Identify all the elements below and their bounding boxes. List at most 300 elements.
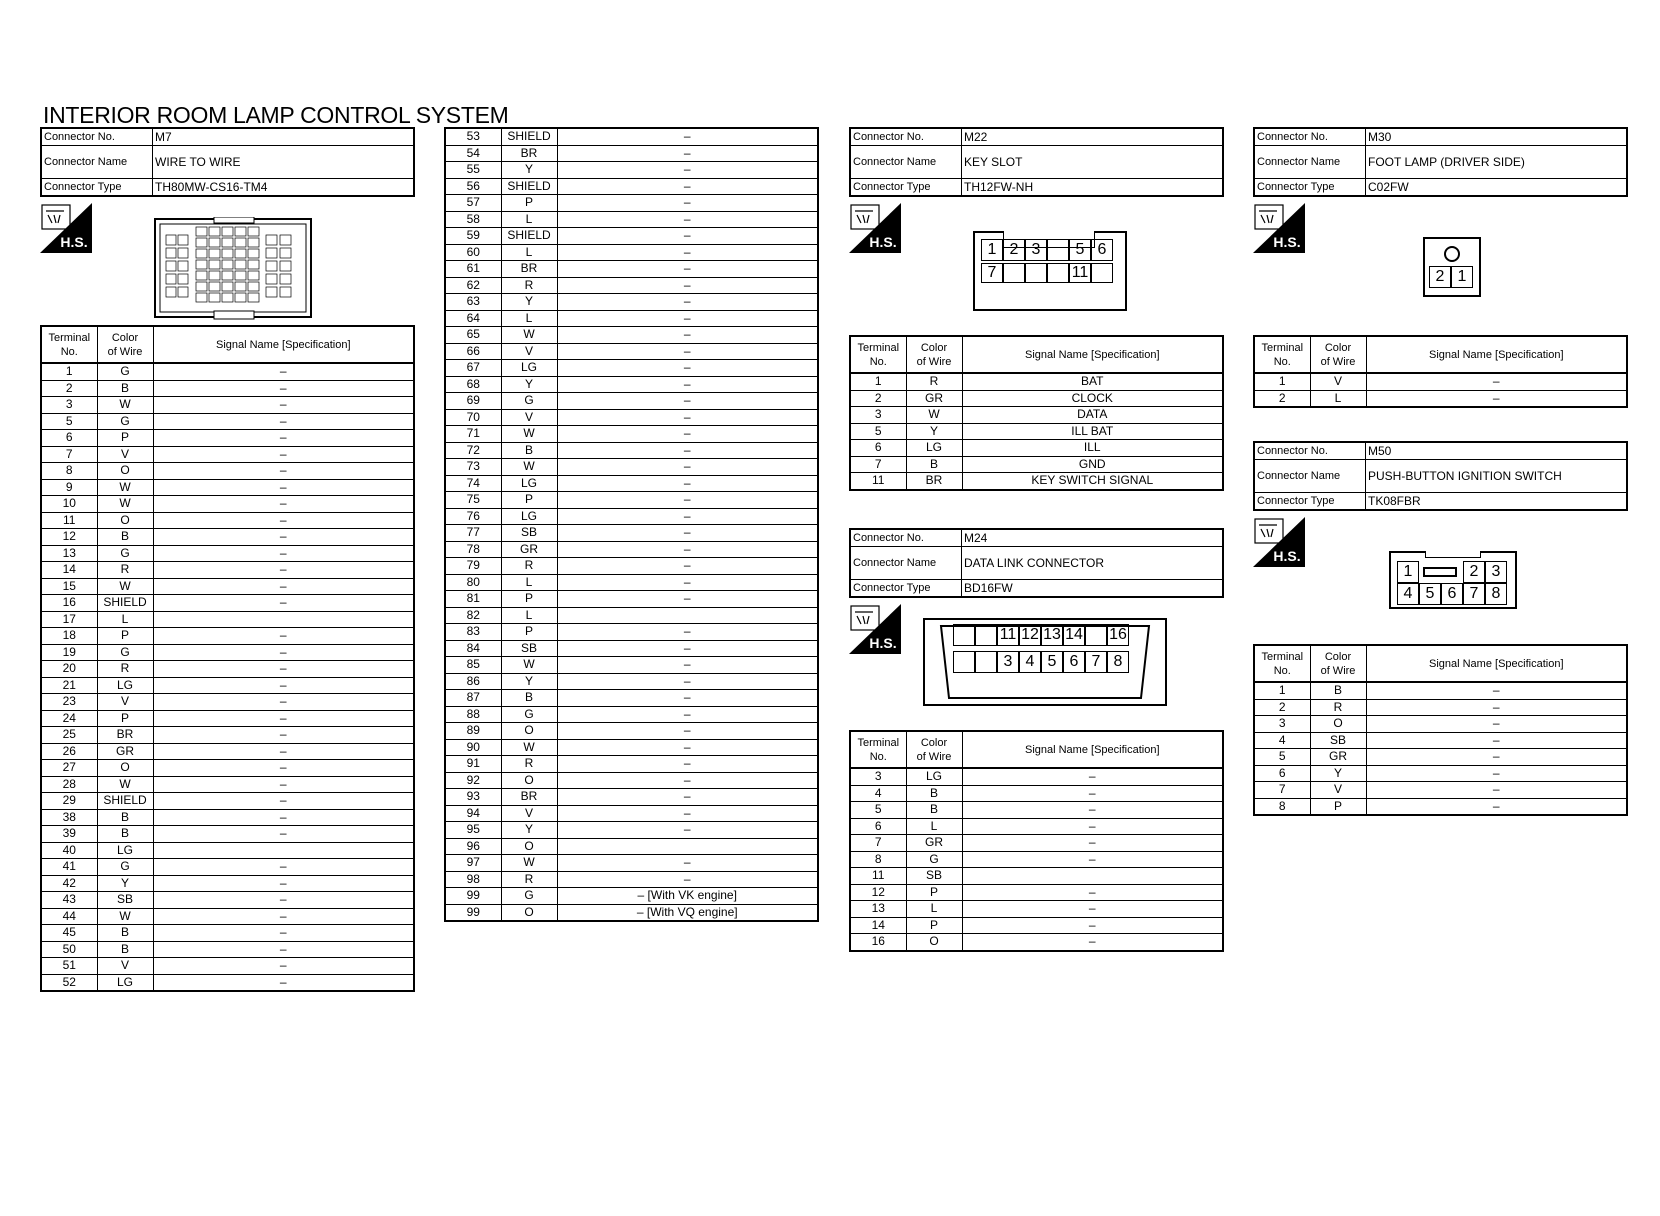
signal-name-cell: – [557, 805, 818, 822]
wire-color-cell: P [97, 710, 153, 727]
signal-name-cell: – [153, 677, 414, 694]
signal-name-cell: – [557, 657, 818, 674]
table-row [445, 393, 818, 410]
pin-cavity: 6 [1091, 239, 1113, 261]
signal-name-cell: – [557, 211, 818, 228]
terminal-no-cell: 66 [445, 343, 501, 360]
terminal-no-cell: 60 [445, 244, 501, 261]
table-row [445, 607, 818, 624]
signal-name-cell: – [153, 809, 414, 826]
pin-cavity: 7 [1463, 583, 1485, 605]
header-terminal-no: Terminal No. [41, 326, 97, 363]
label-connector-name: Connector Name [1254, 146, 1366, 179]
svg-text:H.S.: H.S. [869, 234, 897, 250]
header-color-of-wire: Color of Wire [1310, 645, 1366, 682]
header-signal-name: Signal Name [Specification] [962, 731, 1223, 768]
connector-m7-continued [444, 127, 819, 922]
wire-color-cell: Y [501, 376, 557, 393]
table-row [1254, 798, 1627, 815]
wire-color-cell: G [97, 859, 153, 876]
wire-color-cell: B [97, 941, 153, 958]
signal-name-cell: – [557, 690, 818, 707]
signal-name-cell: – [557, 574, 818, 591]
table-row [850, 934, 1223, 951]
signal-name-cell: – [557, 822, 818, 839]
table-row [445, 310, 818, 327]
pin-cavity: 12 [1019, 624, 1041, 646]
wire-color-cell: W [501, 657, 557, 674]
connector-m30 [1253, 127, 1628, 408]
terminal-no-cell: 57 [445, 195, 501, 212]
wire-color-cell: L [501, 211, 557, 228]
wire-color-cell: B [97, 809, 153, 826]
signal-name-cell: – [153, 710, 414, 727]
wire-color-cell: R [97, 562, 153, 579]
terminal-no-cell: 64 [445, 310, 501, 327]
signal-name-cell: – [557, 442, 818, 459]
wire-color-cell: BR [501, 789, 557, 806]
table-row [850, 407, 1223, 424]
signal-name-cell: – [557, 426, 818, 443]
signal-name-cell: – [153, 727, 414, 744]
table-row [850, 917, 1223, 934]
signal-name-cell: KEY SWITCH SIGNAL [962, 473, 1223, 490]
header-terminal-no: Terminal No. [1254, 645, 1310, 682]
pin-cavity: 1 [981, 239, 1003, 261]
signal-name-cell: – [1366, 749, 1627, 766]
wire-color-cell: O [97, 512, 153, 529]
terminal-no-cell: 7 [1254, 782, 1310, 799]
wire-color-cell: LG [501, 360, 557, 377]
table-row [850, 390, 1223, 407]
pin-cavity: 6 [1063, 651, 1085, 673]
pin-cavity: 3 [1025, 239, 1047, 261]
table-row [850, 851, 1223, 868]
label-connector-no: Connector No. [1254, 128, 1366, 146]
wire-color-cell: SB [906, 868, 962, 885]
signal-name-cell: – [1366, 373, 1627, 390]
signal-name-cell: – [153, 479, 414, 496]
signal-name-cell: – [557, 343, 818, 360]
wire-color-cell: R [501, 277, 557, 294]
signal-name-cell: – [557, 376, 818, 393]
table-row [445, 706, 818, 723]
wire-color-cell: R [97, 661, 153, 678]
table-row [445, 640, 818, 657]
signal-name-cell: – [557, 723, 818, 740]
signal-name-cell: – [153, 512, 414, 529]
terminal-no-cell: 14 [41, 562, 97, 579]
signal-name-cell: – [153, 545, 414, 562]
label-connector-no: Connector No. [1254, 442, 1366, 460]
table-row [41, 496, 414, 513]
terminal-no-cell: 43 [41, 892, 97, 909]
wire-color-cell: L [1310, 390, 1366, 407]
terminal-no-cell: 29 [41, 793, 97, 810]
wire-color-cell: V [1310, 782, 1366, 799]
terminal-no-cell: 92 [445, 772, 501, 789]
table-row [445, 277, 818, 294]
terminal-no-cell: 39 [41, 826, 97, 843]
label-connector-type: Connector Type [850, 179, 962, 197]
wire-color-cell: O [97, 760, 153, 777]
wire-color-cell: G [97, 545, 153, 562]
terminal-no-cell: 1 [850, 373, 906, 390]
terminal-no-cell: 19 [41, 644, 97, 661]
wire-color-cell: B [906, 785, 962, 802]
wire-color-cell: LG [906, 440, 962, 457]
connector-type-value: C02FW [1366, 179, 1628, 197]
wire-color-cell: LG [501, 508, 557, 525]
pin-cavity [1003, 263, 1025, 283]
table-row [850, 835, 1223, 852]
table-row [41, 925, 414, 942]
table-row [445, 343, 818, 360]
signal-name-cell: – [557, 360, 818, 377]
signal-name-cell: – [153, 875, 414, 892]
signal-name-cell: – [153, 892, 414, 909]
connector-name-value: KEY SLOT [962, 146, 1224, 179]
wire-color-cell: GR [906, 390, 962, 407]
table-row [445, 525, 818, 542]
signal-name-cell: – [153, 446, 414, 463]
pin-cavity: 6 [1441, 583, 1463, 605]
terminal-no-cell: 21 [41, 677, 97, 694]
signal-name-cell: – [153, 628, 414, 645]
table-row [41, 628, 414, 645]
connector-info-m24 [849, 528, 1224, 598]
terminal-no-cell: 97 [445, 855, 501, 872]
terminal-no-cell: 80 [445, 574, 501, 591]
table-row [41, 941, 414, 958]
signal-name-cell: – [962, 851, 1223, 868]
terminal-no-cell: 85 [445, 657, 501, 674]
terminal-no-cell: 86 [445, 673, 501, 690]
signal-name-cell: – [153, 644, 414, 661]
terminal-no-cell: 5 [1254, 749, 1310, 766]
label-connector-no: Connector No. [850, 529, 962, 547]
table-row [445, 574, 818, 591]
terminal-no-cell: 91 [445, 756, 501, 773]
header-color-of-wire: Color of Wire [97, 326, 153, 363]
wire-color-cell: R [1310, 699, 1366, 716]
signal-name-cell: – [557, 261, 818, 278]
terminal-no-cell: 8 [41, 463, 97, 480]
terminal-no-cell: 23 [41, 694, 97, 711]
table-row [41, 611, 414, 628]
terminal-no-cell: 99 [445, 904, 501, 921]
terminal-no-cell: 56 [445, 178, 501, 195]
signal-name-cell: – [962, 818, 1223, 835]
terminal-no-cell: 12 [41, 529, 97, 546]
connector-type-value: BD16FW [962, 580, 1224, 598]
table-row [445, 211, 818, 228]
table-row [41, 463, 414, 480]
signal-name-cell: – [557, 145, 818, 162]
table-row [445, 261, 818, 278]
terminal-no-cell: 63 [445, 294, 501, 311]
label-connector-no: Connector No. [850, 128, 962, 146]
wire-color-cell: W [97, 479, 153, 496]
table-row [850, 785, 1223, 802]
signal-name-cell: – [962, 768, 1223, 785]
terminal-no-cell: 18 [41, 628, 97, 645]
table-row [1254, 716, 1627, 733]
svg-text:H.S.: H.S. [60, 234, 88, 250]
table-row [445, 690, 818, 707]
terminal-no-cell: 88 [445, 706, 501, 723]
signal-name-cell: – [1366, 682, 1627, 699]
terminal-no-cell: 28 [41, 776, 97, 793]
wire-color-cell: O [97, 463, 153, 480]
wire-color-cell: LG [97, 974, 153, 991]
terminal-no-cell: 77 [445, 525, 501, 542]
wire-color-cell: W [97, 578, 153, 595]
terminal-no-cell: 16 [850, 934, 906, 951]
hs-badge-icon [1253, 517, 1305, 567]
terminal-no-cell: 4 [850, 785, 906, 802]
connector-info-m22 [849, 127, 1224, 197]
table-row [850, 456, 1223, 473]
terminal-table-m50 [1253, 644, 1628, 816]
wire-color-cell: GR [501, 541, 557, 558]
table-row [445, 442, 818, 459]
table-row [41, 760, 414, 777]
wire-color-cell: B [906, 456, 962, 473]
pin-cavity: 1 [1397, 561, 1419, 583]
terminal-no-cell: 4 [1254, 732, 1310, 749]
table-row [850, 901, 1223, 918]
signal-name-cell: – [557, 228, 818, 245]
connector-m7 [40, 127, 415, 992]
terminal-no-cell: 71 [445, 426, 501, 443]
wire-color-cell: V [97, 446, 153, 463]
table-row [445, 409, 818, 426]
pin-cavity: 3 [997, 651, 1019, 673]
connector-no-value: M7 [153, 128, 415, 146]
table-row [41, 809, 414, 826]
terminal-table-m24 [849, 730, 1224, 952]
terminal-no-cell: 20 [41, 661, 97, 678]
terminal-no-cell: 78 [445, 541, 501, 558]
connector-name-value: FOOT LAMP (DRIVER SIDE) [1366, 146, 1628, 179]
signal-name-cell: BAT [962, 373, 1223, 390]
wire-color-cell: B [906, 802, 962, 819]
wire-color-cell: P [501, 591, 557, 608]
pin-cavity: 7 [981, 263, 1003, 283]
signal-name-cell: – [153, 363, 414, 380]
table-row [445, 673, 818, 690]
signal-name-cell: – [557, 640, 818, 657]
signal-name-cell: – [153, 958, 414, 975]
terminal-no-cell: 84 [445, 640, 501, 657]
table-row [445, 244, 818, 261]
signal-name-cell: – [557, 195, 818, 212]
terminal-no-cell: 67 [445, 360, 501, 377]
wire-color-cell: P [906, 917, 962, 934]
table-row [41, 727, 414, 744]
signal-name-cell: – [153, 859, 414, 876]
wire-color-cell: P [906, 884, 962, 901]
table-row [41, 644, 414, 661]
connector-no-value: M30 [1366, 128, 1628, 146]
label-connector-name: Connector Name [850, 146, 962, 179]
table-row [445, 508, 818, 525]
wire-color-cell: O [501, 838, 557, 855]
wire-color-cell: G [97, 644, 153, 661]
terminal-no-cell: 90 [445, 739, 501, 756]
signal-name-cell: – [557, 624, 818, 641]
wire-color-cell: G [97, 413, 153, 430]
table-row [445, 426, 818, 443]
wire-color-cell: BR [906, 473, 962, 490]
pin-cavity [975, 651, 997, 673]
table-row [445, 459, 818, 476]
terminal-no-cell: 6 [41, 430, 97, 447]
label-connector-type: Connector Type [41, 179, 153, 197]
terminal-no-cell: 93 [445, 789, 501, 806]
wire-color-cell: O [501, 772, 557, 789]
terminal-no-cell: 65 [445, 327, 501, 344]
table-row [850, 373, 1223, 390]
terminal-no-cell: 8 [850, 851, 906, 868]
terminal-no-cell: 42 [41, 875, 97, 892]
table-row [41, 380, 414, 397]
connector-type-value: TK08FBR [1366, 493, 1628, 511]
wire-color-cell: SHIELD [97, 793, 153, 810]
terminal-no-cell: 6 [1254, 765, 1310, 782]
wire-color-cell: Y [1310, 765, 1366, 782]
terminal-no-cell: 38 [41, 809, 97, 826]
terminal-no-cell: 70 [445, 409, 501, 426]
signal-name-cell: – [1366, 765, 1627, 782]
signal-name-cell: – [153, 578, 414, 595]
table-row [41, 397, 414, 414]
signal-name-cell: – [1366, 782, 1627, 799]
wire-color-cell: O [1310, 716, 1366, 733]
pin-cavity: 13 [1041, 624, 1063, 646]
label-connector-type: Connector Type [1254, 179, 1366, 197]
wire-color-cell: LG [97, 842, 153, 859]
terminal-no-cell: 81 [445, 591, 501, 608]
connector-face-m7 [154, 217, 312, 321]
signal-name-cell: – [1366, 732, 1627, 749]
pin-cavity: 2 [1003, 239, 1025, 261]
table-row [850, 768, 1223, 785]
terminal-no-cell: 24 [41, 710, 97, 727]
signal-name-cell: – [557, 128, 818, 145]
terminal-no-cell: 3 [1254, 716, 1310, 733]
signal-name-cell: – [557, 327, 818, 344]
signal-name-cell: – [1366, 699, 1627, 716]
terminal-no-cell: 98 [445, 871, 501, 888]
table-row [850, 884, 1223, 901]
wire-color-cell: G [906, 851, 962, 868]
wire-color-cell: O [906, 934, 962, 951]
terminal-no-cell: 1 [1254, 682, 1310, 699]
terminal-no-cell: 99 [445, 888, 501, 905]
table-row [445, 591, 818, 608]
table-row [445, 624, 818, 641]
table-row [1254, 765, 1627, 782]
signal-name-cell: – [1366, 716, 1627, 733]
signal-name-cell: – [962, 917, 1223, 934]
table-row [41, 479, 414, 496]
wire-color-cell: R [501, 558, 557, 575]
terminal-no-cell: 1 [41, 363, 97, 380]
terminal-table-m7 [40, 325, 415, 992]
pin-cavity: 5 [1041, 651, 1063, 673]
terminal-no-cell: 2 [850, 390, 906, 407]
signal-name-cell: – [557, 739, 818, 756]
signal-name-cell: – [153, 661, 414, 678]
table-row [850, 440, 1223, 457]
hs-badge-icon [849, 203, 901, 253]
pin-cavity: 1 [1451, 266, 1473, 288]
terminal-no-cell: 52 [41, 974, 97, 991]
wire-color-cell: Y [906, 423, 962, 440]
wire-color-cell: BR [97, 727, 153, 744]
signal-name-cell [557, 838, 818, 855]
signal-name-cell: DATA [962, 407, 1223, 424]
pin-cavity: 5 [1419, 583, 1441, 605]
table-row [445, 657, 818, 674]
wire-color-cell: SHIELD [97, 595, 153, 612]
terminal-no-cell: 14 [850, 917, 906, 934]
table-row [850, 868, 1223, 885]
wire-color-cell: W [97, 496, 153, 513]
terminal-no-cell: 50 [41, 941, 97, 958]
table-row [41, 710, 414, 727]
signal-name-cell: – [557, 475, 818, 492]
connector-info-m30 [1253, 127, 1628, 197]
table-row [445, 756, 818, 773]
terminal-no-cell: 95 [445, 822, 501, 839]
wire-color-cell: Y [501, 822, 557, 839]
svg-text:H.S.: H.S. [1273, 234, 1301, 250]
connector-no-value: M24 [962, 529, 1224, 547]
terminal-no-cell: 59 [445, 228, 501, 245]
connector-diagram-m30 [1253, 197, 1628, 335]
hs-badge-icon [849, 604, 901, 654]
terminal-no-cell: 61 [445, 261, 501, 278]
pin-cavity [975, 624, 997, 646]
table-row [41, 694, 414, 711]
pin-cavity: 11 [1069, 263, 1091, 283]
signal-name-cell: – [With VQ engine] [557, 904, 818, 921]
table-row [41, 743, 414, 760]
signal-name-cell: – [557, 277, 818, 294]
wire-color-cell: B [97, 826, 153, 843]
wire-color-cell: P [97, 628, 153, 645]
table-row [41, 677, 414, 694]
wire-color-cell: O [501, 723, 557, 740]
terminal-no-cell: 55 [445, 162, 501, 179]
signal-name-cell [153, 842, 414, 859]
wire-color-cell: SHIELD [501, 228, 557, 245]
wire-color-cell: SB [97, 892, 153, 909]
header-terminal-no: Terminal No. [850, 336, 906, 373]
connector-type-value: TH12FW-NH [962, 179, 1224, 197]
wire-color-cell: SB [501, 640, 557, 657]
terminal-no-cell: 69 [445, 393, 501, 410]
header-terminal-no: Terminal No. [850, 731, 906, 768]
signal-name-cell: – [962, 934, 1223, 951]
table-row [1254, 782, 1627, 799]
connector-name-value: DATA LINK CONNECTOR [962, 547, 1224, 580]
wire-color-cell: G [501, 393, 557, 410]
signal-name-cell: – [557, 756, 818, 773]
